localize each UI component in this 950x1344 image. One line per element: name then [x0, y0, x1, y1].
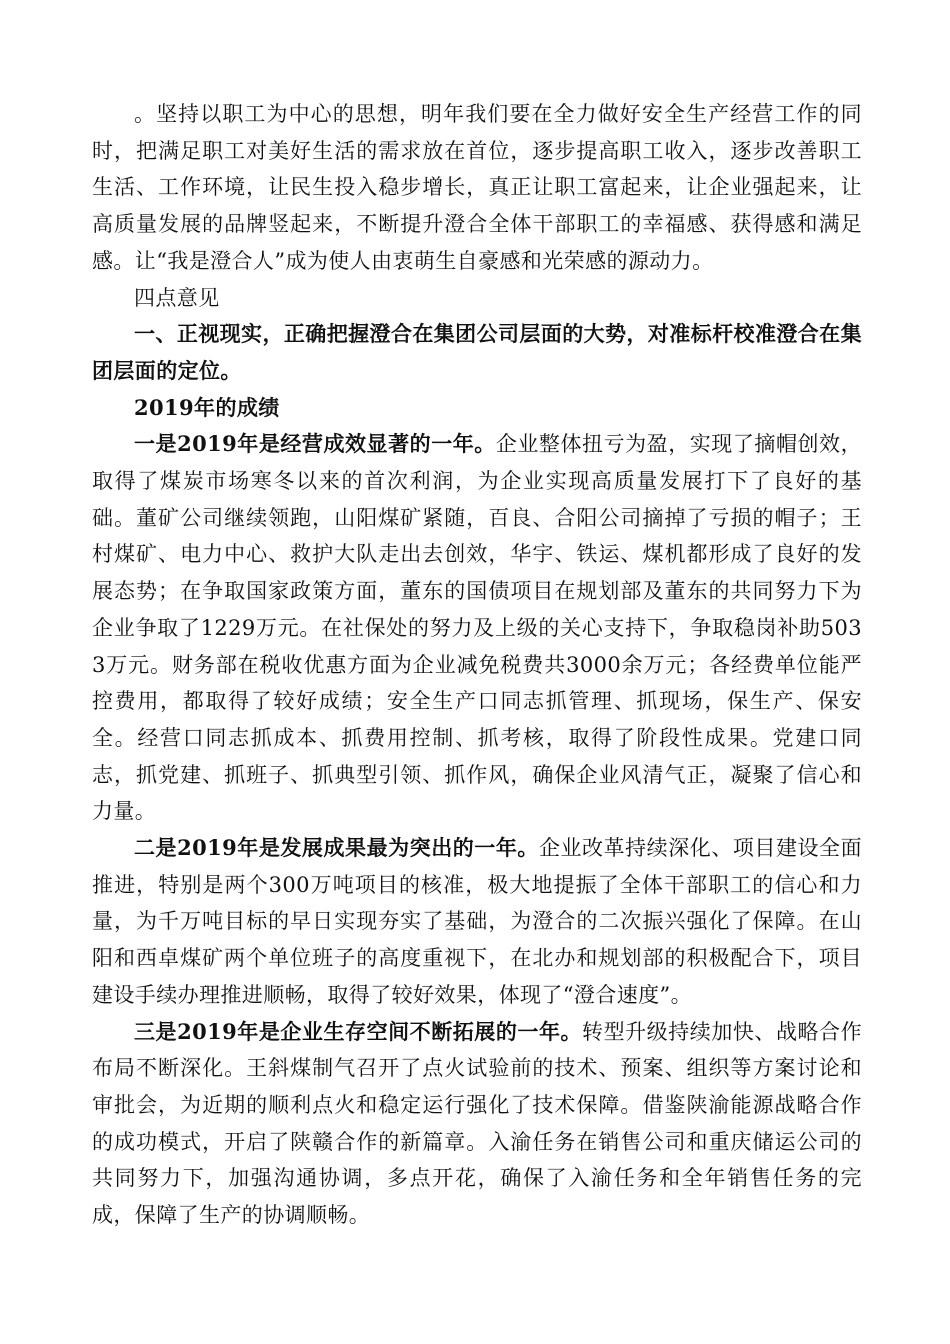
- four-points-heading: 四点意见: [134, 285, 220, 310]
- item-one-body: 企业整体扭亏为盈，实现了摘帽创效，取得了煤炭市场寒冬以来的首次利润，为企业实现高质量发展打下了良好的基础。董矿公司继续领跑，山阳煤矿紧随，百良、合阳公司摘掉了亏损的帽子；王村煤矿、电力中心、救护大队走出去创效，华宇、铁运、煤机都形成了良好的发展态势；在争取国家政策方面，董东的国债项目在规划部及董东的共同努力下为企业争取了1229万元。在社保处的努力及上级的关心支持下，争取稳岗补助5033万元。财务部在税收优惠方面为企业减免税费共3000余万元；各经费单位能严控费用，都取得了较好成绩；安全生产口同志抓管理、抓现场，保生产、保安全。经营口同志抓成本、抓费用控制、抓考核，取得了阶段性成果。党建口同志，抓党建、抓班子、抓典型引领、抓作风，确保企业风清气正，凝聚了信心和力量。: [92, 432, 862, 824]
- point-one-heading: 一、正视现实，正确把握澄合在集团公司层面的大势，对准标杆校准澄合在集团层面的定位。: [92, 321, 862, 383]
- intro-paragraph: 。坚持以职工为中心的思想，明年我们要在全力做好安全生产经营工作的同时，把满足职工对美好生活的需求放在首位，逐步提高职工收入，逐步改善职工生活、工作环境，让民生投入稳步增长，真正让职工富起来，让企业强起来，让高质量发展的品牌竖起来，不断提升澄合全体干部职工的幸福感、获得感和满足感。让“我是澄合人”成为使人由衷萌生自豪感和光荣感的源动力。: [92, 102, 862, 273]
- item-two-lead: 二是2019年是发展成果最为突出的一年。: [134, 835, 539, 861]
- item-one-lead: 一是2019年是经营成效显著的一年。: [134, 431, 496, 457]
- document-body: [92, 96, 862, 1234]
- item-three-body: 转型升级持续加快、战略合作布局不断深化。王斜煤制气召开了点火试验前的技术、预案、组织等方案讨论和审批会，为近期的顺利点火和稳定运行强化了技术保障。借鉴陕渝能源战略合作的成功模式，开启了陕赣合作的新篇章。入渝任务在销售公司和重庆储运公司的共同努力下，加强沟通协调，多点开花，确保了入渝任务和全年销售任务的完成，保障了生产的协调顺畅。: [92, 1019, 863, 1228]
- item-two-body: 企业改革持续深化、项目建设全面推进，特别是两个300万吨项目的核准，极大地提振了全体干部职工的信心和力量，为千万吨目标的早日实现夯实了基础，为澄合的二次振兴强化了保障。在山阳和西卓煤矿两个单位班子的高度重视下，在北办和规划部的积极配合下，项目建设手续办理推进顺畅，取得了较好效果，体现了“澄合速度”。: [92, 836, 863, 1007]
- item-three-paragraph: [92, 1014, 862, 1234]
- item-one-paragraph: [92, 426, 862, 830]
- achievements-heading: 2019年的成绩: [134, 394, 280, 420]
- item-two-paragraph: [92, 830, 862, 1014]
- item-three-lead: 三是2019年是企业生存空间不断拓展的一年。: [134, 1018, 583, 1044]
